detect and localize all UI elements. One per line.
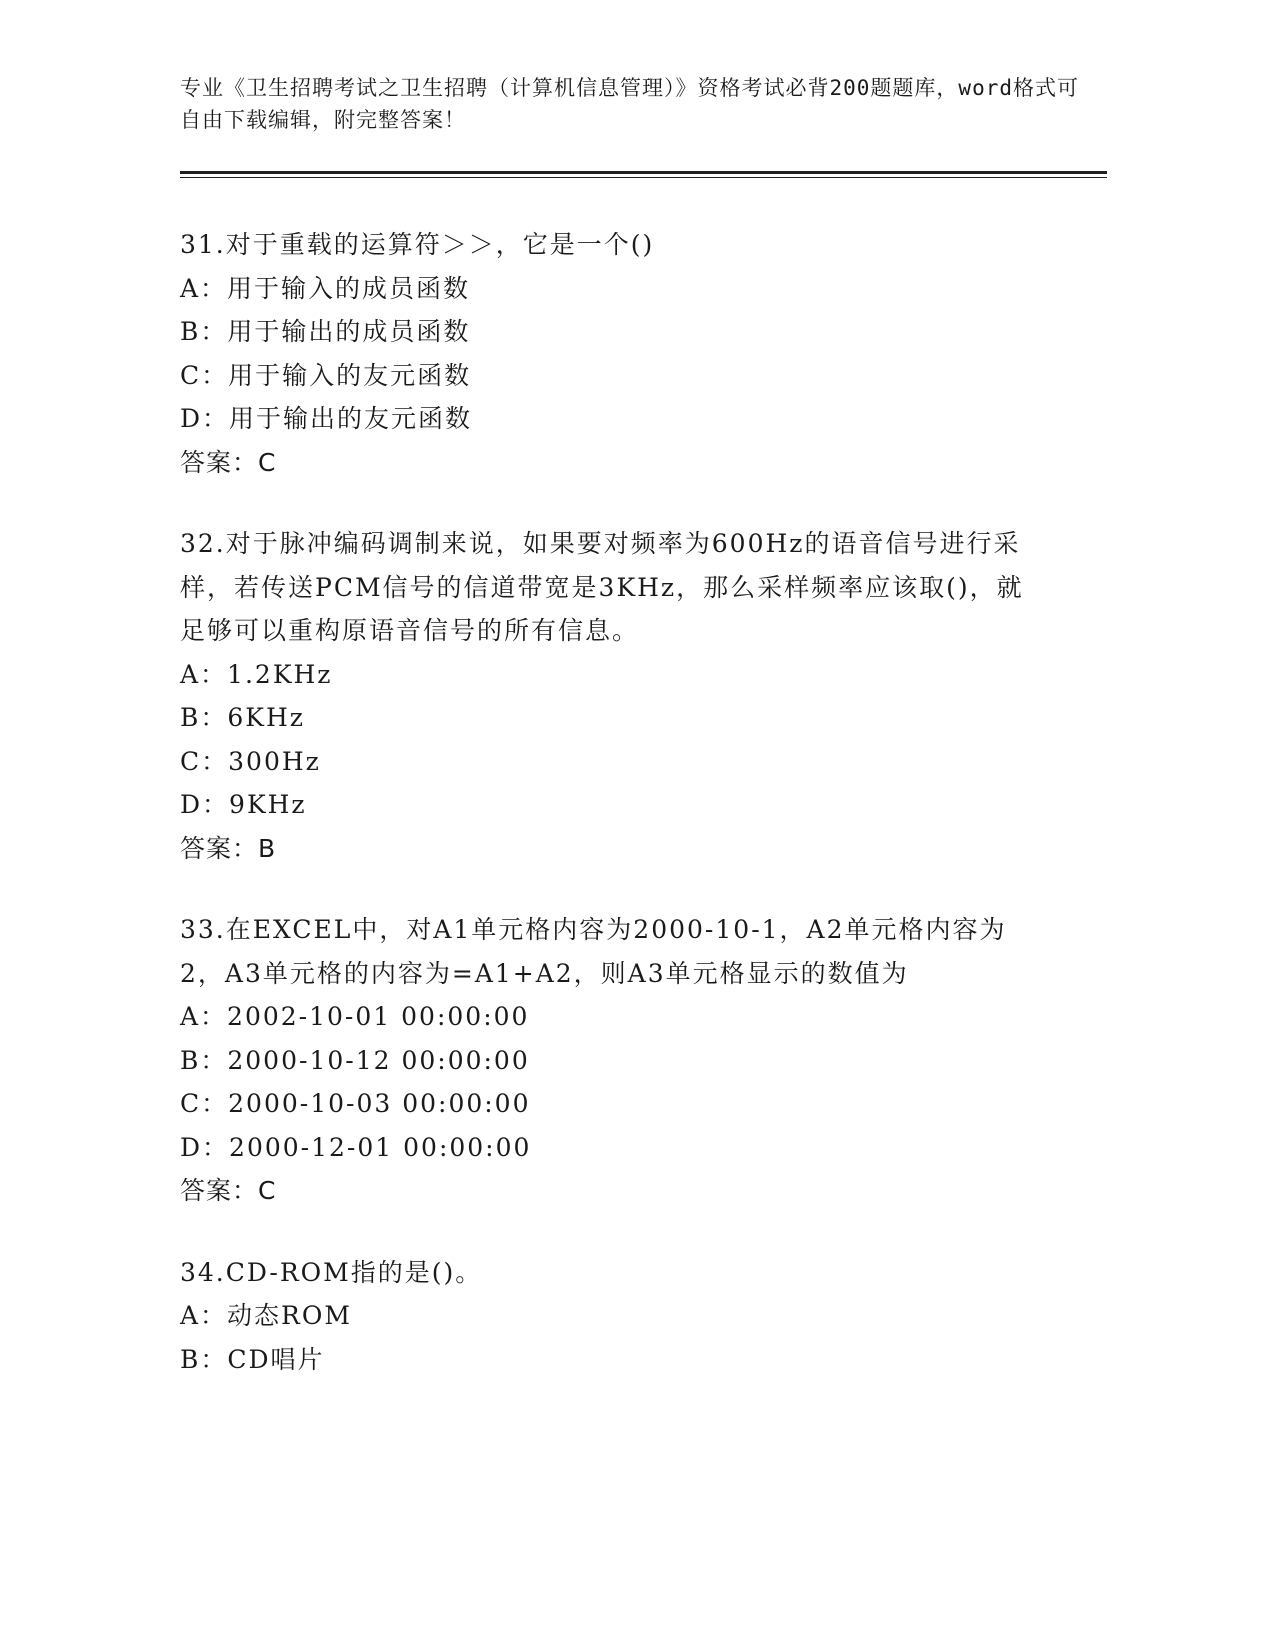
- header-divider-thin: [180, 177, 1107, 178]
- option-b: B：2000-10-12 00:00:00: [180, 1045, 530, 1075]
- option-b: B：用于输出的成员函数: [180, 317, 471, 346]
- option-c: C：用于输入的友元函数: [180, 360, 472, 390]
- option-b: B：6KHz: [180, 703, 305, 732]
- option-a: A：用于输入的成员函数: [180, 273, 471, 303]
- document-header: 专业《卫生招聘考试之卫生招聘（计算机信息管理）》资格考试必背200题题库，word格式可自由下载编辑，附完整答案！: [180, 76, 1079, 132]
- answer-line: 答案：C: [180, 447, 277, 477]
- question-stem: 34.CD-ROM指的是()。: [180, 1257, 483, 1287]
- option-d: D：用于输出的友元函数: [180, 404, 473, 433]
- option-a: A：2002-10-01 00:00:00: [180, 1002, 530, 1031]
- option-d: D：2000-12-01 00:00:00: [180, 1132, 532, 1162]
- answer-line: 答案：B: [180, 833, 277, 863]
- option-c: C：2000-10-03 00:00:00: [180, 1089, 531, 1118]
- option-c: C：300Hz: [180, 746, 321, 776]
- option-d: D：9KHz: [180, 790, 307, 819]
- option-a: A：动态ROM: [180, 1301, 352, 1330]
- answer-line: 答案：C: [180, 1176, 277, 1205]
- question-stem: 32.对于脉冲编码调制来说，如果要对频率为600Hz的语音信号进行采样，若传送PCM信号的信道带宽是3KHz，那么采样频率应该取()，就足够可以重构原语音信号的所有信息。: [180, 529, 1024, 645]
- option-a: A：1.2KHz: [180, 659, 333, 689]
- question-stem: 31.对于重载的运算符＞＞，它是一个(): [180, 230, 655, 259]
- question-33: [180, 908, 1040, 1213]
- option-b: B：CD唱片: [180, 1344, 325, 1374]
- question-31: [180, 223, 1040, 484]
- question-stem: 33.在EXCEL中，对A1单元格内容为2000-10-1，A2单元格内容为2，A3单元格的内容为=A1+A2，则A3单元格显示的数值为: [180, 915, 1007, 988]
- question-34: [180, 1251, 1040, 1382]
- question-list: [180, 223, 1040, 1419]
- header-divider-thick: [180, 171, 1107, 174]
- question-32: [180, 522, 1040, 870]
